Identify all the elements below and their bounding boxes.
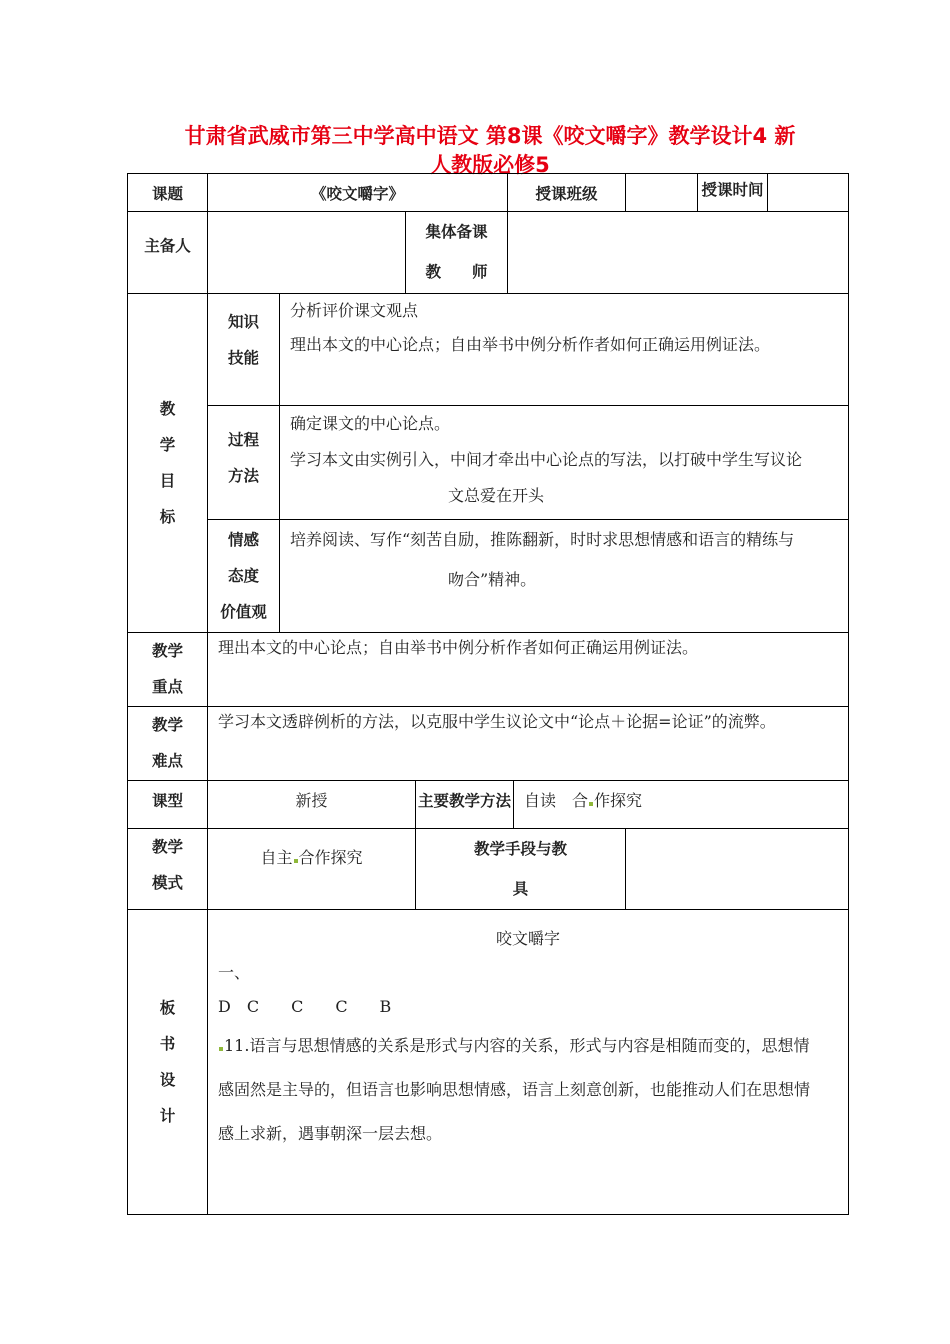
lesson-plan-table: [127, 173, 849, 1215]
group-label-line-1: 集体备课: [425, 223, 488, 241]
mode-value-part: 自主: [260, 848, 293, 867]
key-point-label-line: 教学: [151, 642, 183, 660]
board-label-char: 计: [159, 1107, 176, 1125]
difficulty-content: 学习本文透辟例析的方法，以克服中学生议论文中“论点＋论据=论证”的流弊。: [208, 707, 849, 781]
emotion-content: [280, 520, 849, 633]
tools-label: [416, 829, 626, 910]
board-heading: 咬文嚼字: [496, 929, 561, 948]
topic-value: 《咬文嚼字》: [208, 174, 508, 212]
board-para-text: 11.语言与思想情感的关系是形式与内容的关系，形式与内容是相随而变的，思想情: [224, 1036, 810, 1055]
board-label-char: 板: [159, 999, 176, 1017]
difficulty-label-line: 难点: [151, 752, 183, 770]
process-label-line: 过程: [227, 431, 259, 449]
tools-value[interactable]: [626, 829, 849, 910]
group-prep-value[interactable]: [508, 212, 849, 294]
group-label-line-2: 教 师: [425, 263, 488, 281]
process-line-1: 确定课文的中心论点。: [290, 414, 451, 433]
method-value-part: 作探究: [594, 791, 643, 810]
mark-icon: [219, 1047, 223, 1051]
board-answers: D C C C B: [218, 997, 392, 1016]
objectives-label: [128, 294, 208, 633]
knowledge-label-line: 技能: [227, 349, 259, 367]
board-row: [128, 910, 849, 1215]
objectives-label-char: 学: [159, 436, 176, 454]
lesson-type-label: 课型: [128, 781, 208, 829]
topic-label: 课题: [128, 174, 208, 212]
preparer-row: [128, 212, 849, 294]
group-prep-label: [406, 212, 508, 294]
objectives-label-char: 教: [159, 400, 176, 418]
lesson-type-value: 新授: [208, 781, 416, 829]
board-section: 一、: [218, 963, 251, 982]
board-para-line-3: 感上求新，遇事朝深一层去想。: [218, 1124, 443, 1143]
mode-label-line: 模式: [151, 874, 183, 892]
difficulty-label: [128, 707, 208, 781]
mode-value: [208, 829, 416, 910]
topic-row: [128, 174, 849, 212]
process-row: [128, 406, 849, 520]
title-line-2: 人教版必修5: [430, 153, 550, 177]
emotion-label-line: 态度: [227, 567, 259, 585]
emotion-label-line: 价值观: [220, 603, 267, 621]
board-label-char: 书: [159, 1035, 176, 1053]
method-value: [514, 781, 849, 829]
board-paragraph: [218, 1024, 838, 1156]
objectives-label-char: 标: [159, 508, 176, 526]
emotion-line-2: 吻合”精神。: [448, 570, 537, 589]
emotion-label-line: 情感: [227, 531, 259, 549]
emotion-line-1: 培养阅读、写作“刻苦自励，推陈翻新，时时求思想情感和语言的精练与: [290, 530, 795, 549]
objectives-label-char: 目: [159, 472, 176, 490]
time-value[interactable]: [768, 174, 849, 212]
method-value-part: 自读 合: [524, 791, 589, 810]
preparer-value[interactable]: [208, 212, 406, 294]
knowledge-line: 理出本文的中心论点；自由举书中例分析作者如何正确运用例证法。: [290, 335, 771, 354]
difficulty-row: [128, 707, 849, 781]
key-point-label-line: 重点: [151, 678, 183, 696]
method-label: 主要教学方法: [416, 781, 514, 829]
tools-label-line: 具: [512, 880, 529, 898]
process-label: [208, 406, 280, 520]
class-label: 授课班级: [508, 174, 626, 212]
class-value[interactable]: [626, 174, 698, 212]
board-label: [128, 910, 208, 1215]
board-label-char: 设: [159, 1071, 176, 1089]
process-label-line: 方法: [227, 467, 259, 485]
process-line-3: 文总爱在开头: [448, 486, 545, 505]
process-line-2: 学习本文由实例引入，中间才牵出中心论点的写法，以打破中学生写议论: [290, 450, 803, 469]
mark-icon: [589, 802, 593, 806]
document-title: [120, 122, 860, 180]
mode-label: [128, 829, 208, 910]
process-content: [280, 406, 849, 520]
key-point-row: [128, 633, 849, 707]
emotion-row: [128, 520, 849, 633]
emotion-label: [208, 520, 280, 633]
mode-value-part: 合作探究: [298, 848, 363, 867]
time-label: 授课时间: [698, 174, 768, 212]
mode-label-line: 教学: [151, 838, 183, 856]
key-point-label: [128, 633, 208, 707]
tools-label-line: 教学手段与教: [474, 840, 568, 858]
difficulty-label-line: 教学: [151, 716, 183, 734]
knowledge-row: [128, 294, 849, 406]
board-para-line-2: 感固然是主导的，但语言也影响思想情感，语言上刻意创新，也能推动人们在思想情: [218, 1080, 811, 1099]
mark-icon: [294, 859, 298, 863]
knowledge-label: [208, 294, 280, 406]
preparer-label: 主备人: [128, 212, 208, 294]
knowledge-label-line: 知识: [227, 313, 259, 331]
board-para-line-1: [218, 1024, 838, 1068]
lesson-type-row: [128, 781, 849, 829]
board-content: [208, 910, 849, 1215]
knowledge-line: 分析评价课文观点: [290, 301, 419, 320]
mode-row: [128, 829, 849, 910]
key-point-content: 理出本文的中心论点；自由举书中例分析作者如何正确运用例证法。: [208, 633, 849, 707]
title-line-1: 甘肃省武威市第三中学高中语文 第8课《咬文嚼字》教学设计4 新: [184, 124, 796, 148]
knowledge-content: [280, 294, 849, 406]
